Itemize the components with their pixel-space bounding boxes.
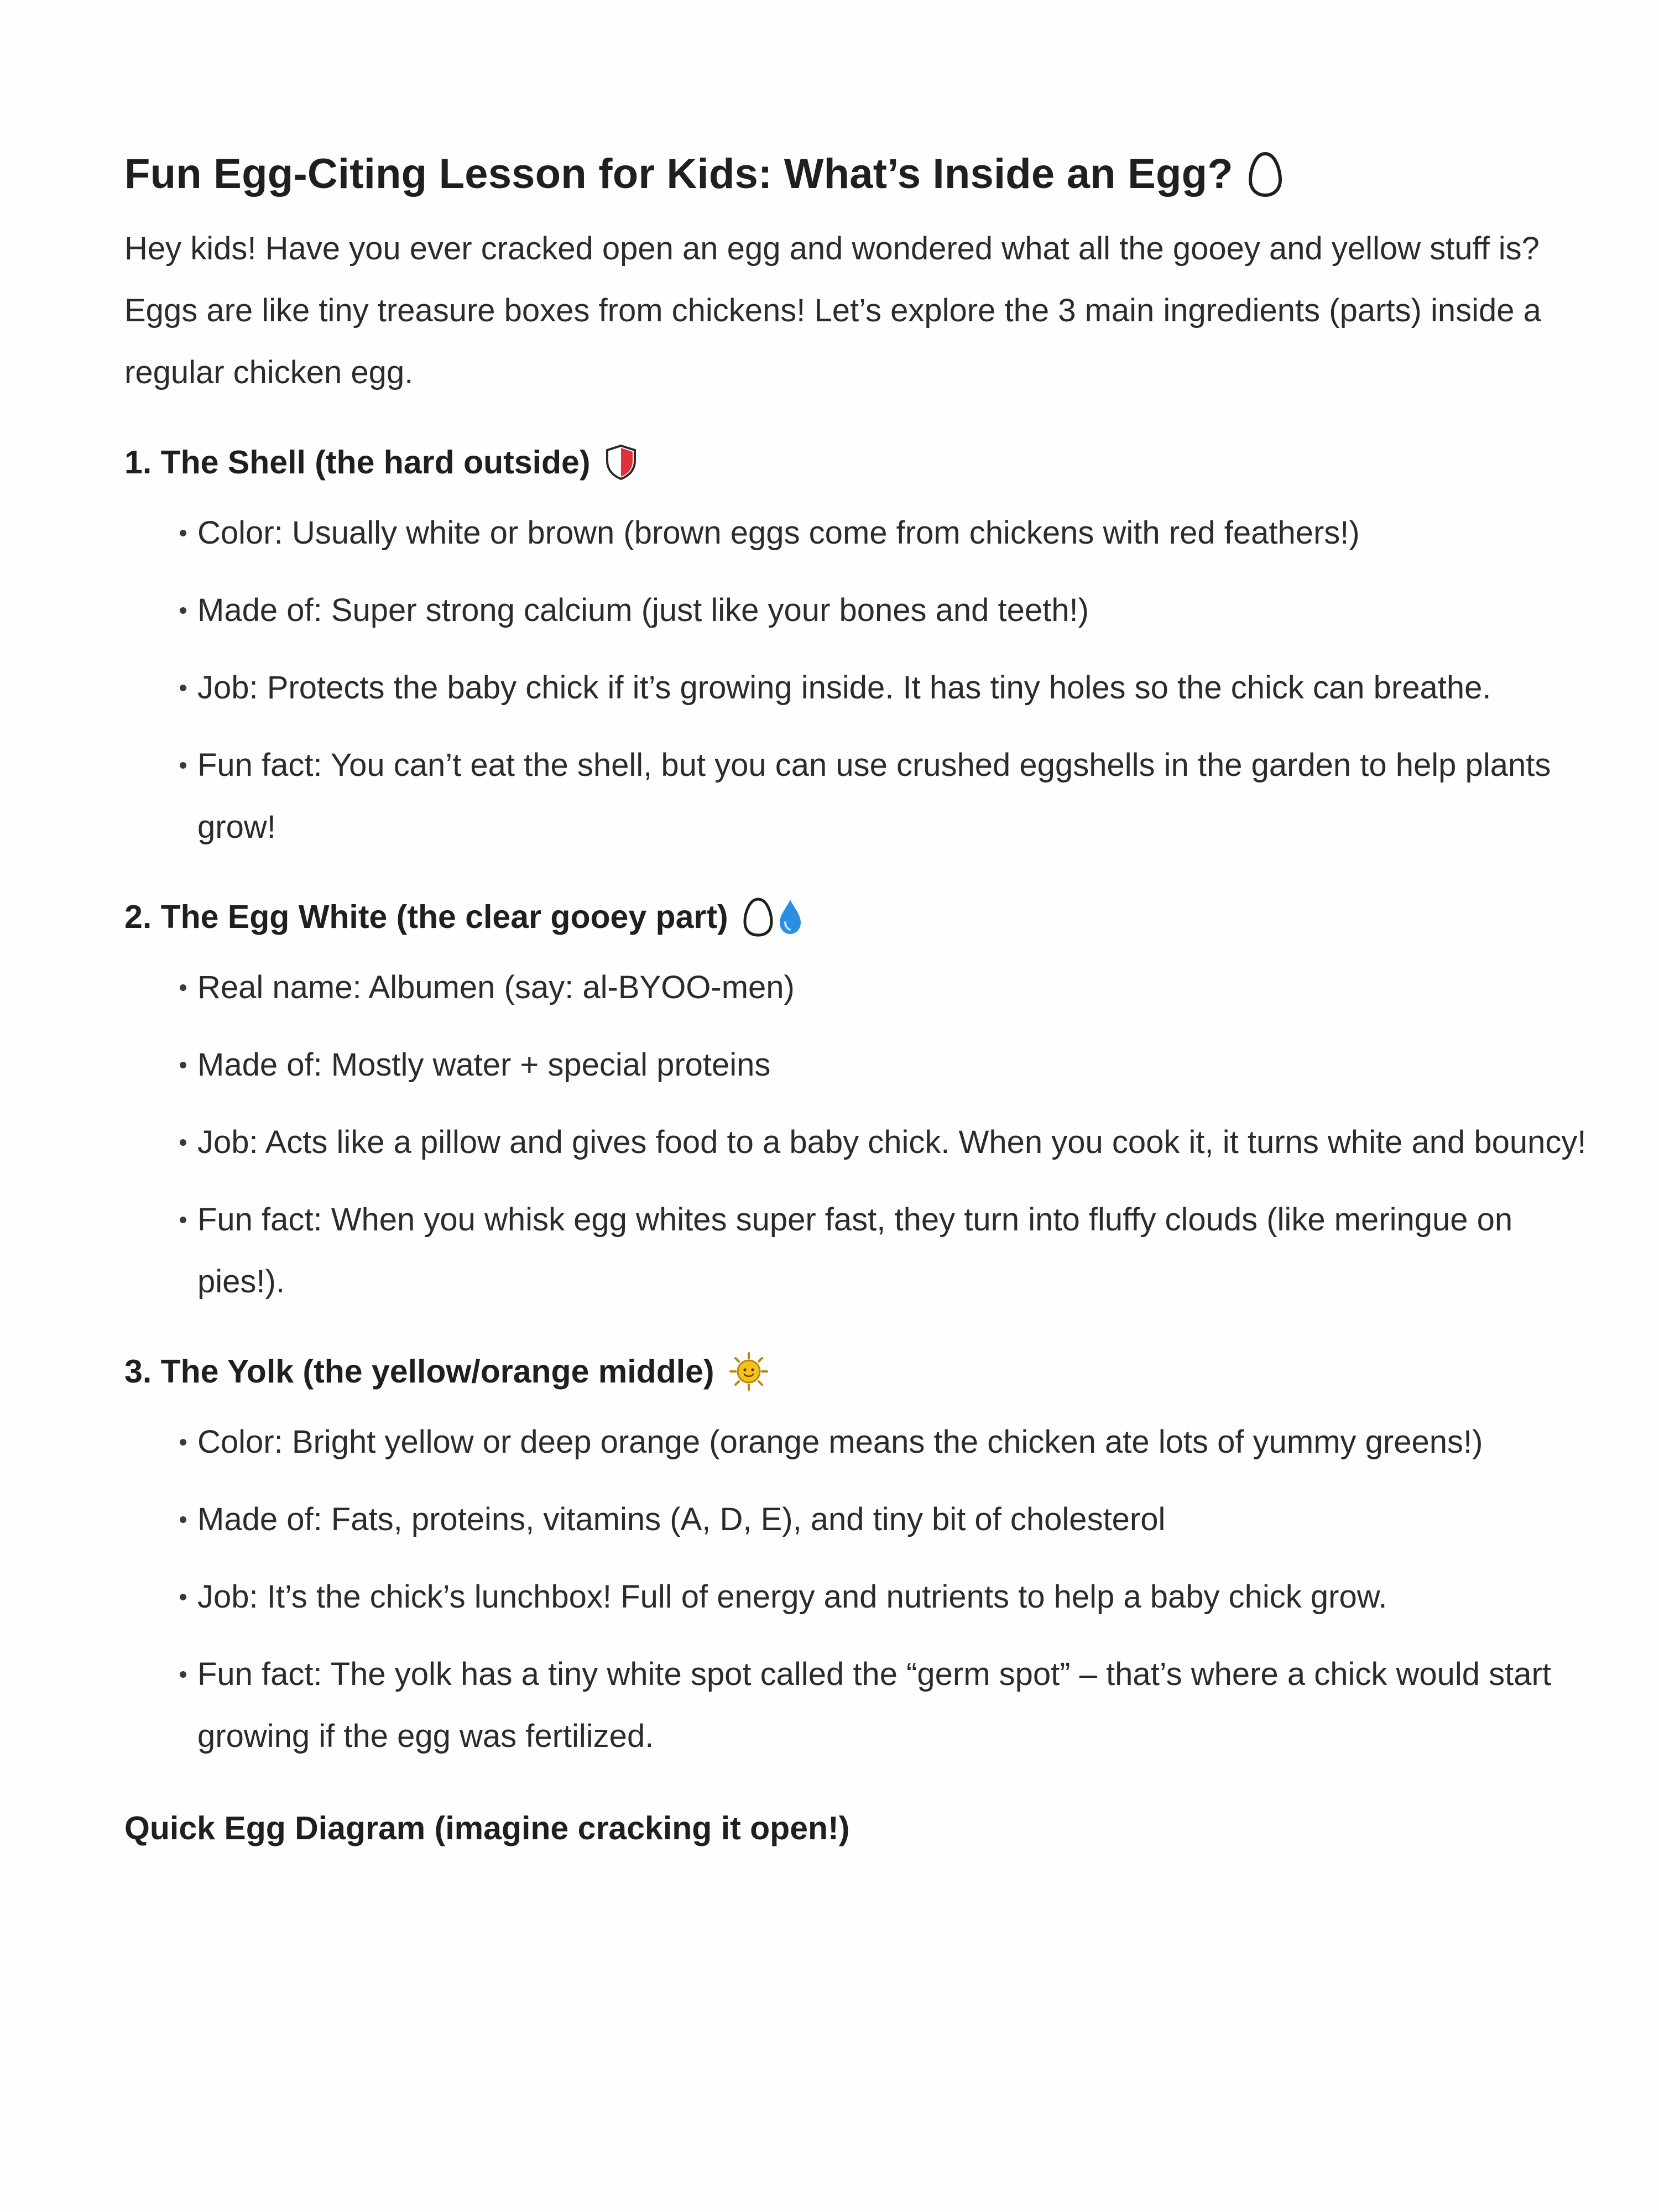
section-egg-white [124,884,1595,1313]
list-item: Job: It’s the chick’s lunchbox! Full of energy and nutrients to help a baby chick grow. [124,1566,1595,1628]
section-heading [124,884,1595,950]
list-item: Real name: Albumen (say: al-BYOO-men) [124,957,1595,1019]
shield-icon [604,444,638,481]
section-heading-text: 2. The Egg White (the clear gooey part) [124,899,728,935]
egg-icon [1248,151,1283,197]
egg-white-bullet-list [124,957,1595,1313]
list-item: Job: Acts like a pillow and gives food to a baby chick. When you cook it, it turns white and bouncy! [124,1112,1595,1173]
page-title [124,138,1595,210]
section-heading-text: 3. The Yolk (the yellow/orange middle) [124,1353,714,1390]
yolk-bullet-list [124,1411,1595,1767]
page-title-text: Fun Egg-Citing Lesson for Kids: What’s Inside an Egg? [124,150,1233,197]
diagram-heading: Quick Egg Diagram (imagine cracking it open!) [124,1810,850,1846]
section-heading [124,429,1595,495]
list-item: Fun fact: You can’t eat the shell, but you can use crushed eggshells in the garden to help plants grow! [124,734,1595,858]
sun-icon [729,1352,769,1391]
list-item: Color: Bright yellow or deep orange (orange means the chicken ate lots of yummy greens!) [124,1411,1595,1473]
list-item: Fun fact: When you whisk egg whites super fast, they turn into fluffy clouds (like meringue on pies!). [124,1189,1595,1313]
egg-icon [743,897,774,937]
section-heading-text: 1. The Shell (the hard outside) [124,444,591,481]
section-yolk [124,1338,1595,1767]
section-shell [124,429,1595,858]
list-item: Made of: Mostly water + special proteins [124,1034,1595,1096]
list-item: Made of: Super strong calcium (just like your bones and teeth!) [124,580,1595,641]
list-item: Job: Protects the baby chick if it’s growing inside. It has tiny holes so the chick can breathe. [124,657,1595,719]
list-item: Fun fact: The yolk has a tiny white spot called the “germ spot” – that’s where a chick would start growing if the egg was fertilized. [124,1644,1595,1767]
list-item: Made of: Fats, proteins, vitamins (A, D, E), and tiny bit of cholesterol [124,1489,1595,1551]
section-heading [124,1338,1595,1405]
shell-bullet-list [124,502,1595,858]
droplet-icon [777,898,804,936]
intro-paragraph: Hey kids! Have you ever cracked open an egg and wondered what all the gooey and yellow stuff is? Eggs are like tiny treasure boxes from chickens! Let’s explore the 3 main ingredients (parts) inside a regular chicken egg. [124,231,1541,390]
list-item: Color: Usually white or brown (brown eggs come from chickens with red feathers!) [124,502,1595,564]
document-content [124,138,1595,1894]
